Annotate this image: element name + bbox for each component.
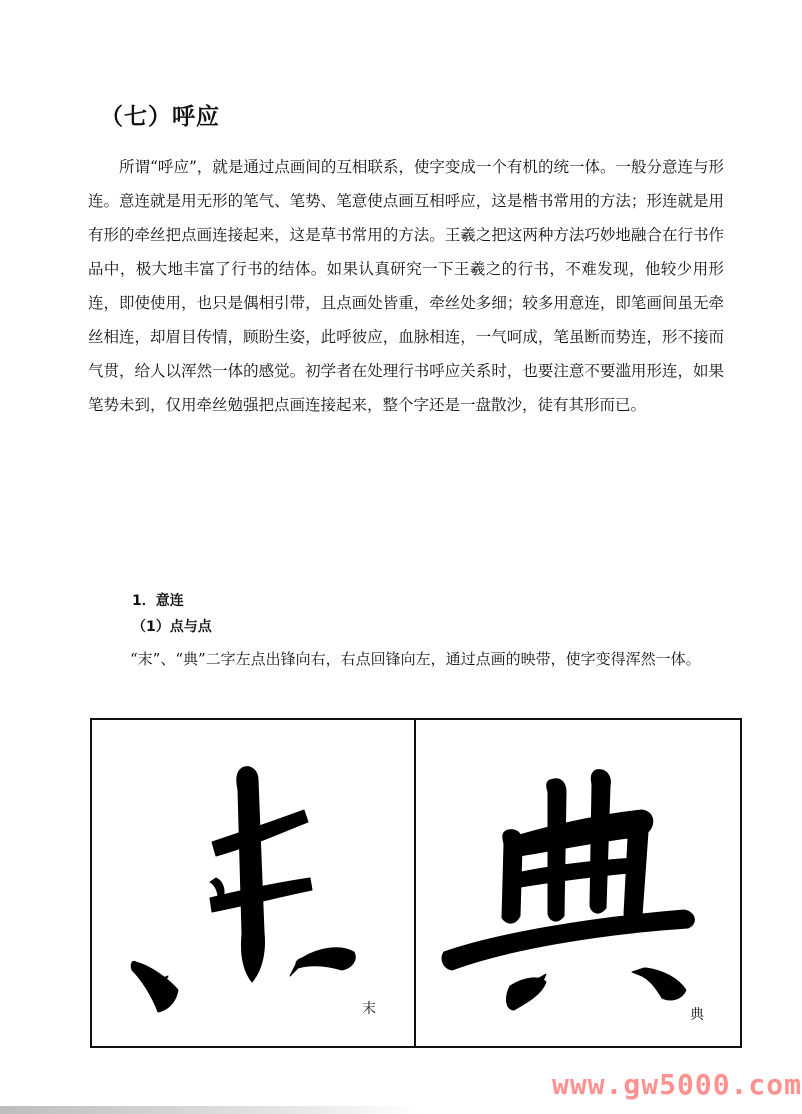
subsection-heading: 1．意连	[132, 593, 184, 609]
calligraphy-panel-dian	[414, 718, 742, 1048]
caption-text: “末”、“典”二字左点出锋向右，右点回锋向左，通过点画的映带，使字变得浑然一体。	[130, 650, 701, 668]
watermark-text: www.gw5000.com	[551, 1068, 802, 1101]
glyph-label-dian: 典	[690, 1007, 704, 1023]
subsection-subheading: （1）点与点	[132, 619, 212, 635]
calligraphy-panel-mo	[90, 718, 416, 1048]
section-title: （七）呼应	[100, 104, 220, 130]
glyph-label-mo: 末	[362, 1001, 376, 1017]
caption-block	[88, 644, 724, 674]
calligraphy-dian-glyph	[416, 720, 740, 1046]
body-paragraph: 所谓“呼应”，就是通过点画间的互相联系，使字变成一个有机的统一体。一般分意连与形连。意连就是用无形的笔气、笔势、笔意使点画互相呼应，这是楷书常用的方法；形连就是用有形的牵丝把点画连接起来，这是草书常用的方法。王羲之把这两种方法巧妙地融合在行书作品中，极大地丰富了行书的结体。如果认真研究一下王羲之的行书，不难发现，他较少用形连，即使使用，也只是偶相引带，且点画处皆重，牵丝处多细；较多用意连，即笔画间虽无牵丝相连，却眉目传情，顾盼生姿，此呼彼应，血脉相连，一气呵成，笔虽断而势连，形不接而气贯，给人以浑然一体的感觉。初学者在处理行书呼应关系时，也要注意不要滥用形连，如果笔势未到，仅用牵丝勉强把点画连接起来，整个字还是一盘散沙，徒有其形而已。	[88, 158, 724, 414]
bottom-scan-bar	[0, 1106, 420, 1114]
body-paragraph-block	[88, 150, 724, 422]
